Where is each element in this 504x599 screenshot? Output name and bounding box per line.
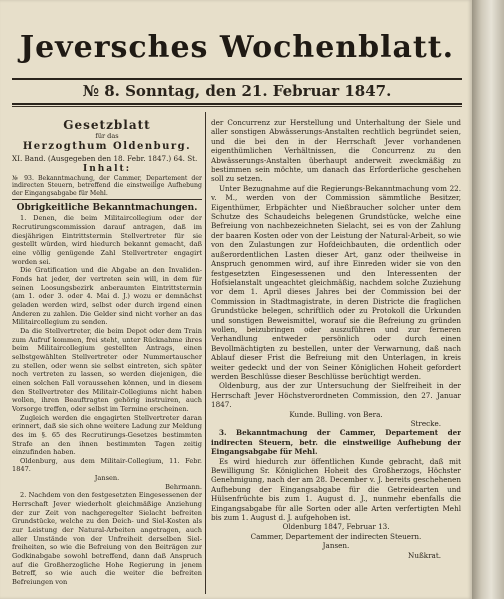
section-heading: Obrigkeitliche Bekanntmachungen. — [16, 203, 198, 214]
masthead-rule — [12, 78, 462, 80]
right-column — [211, 118, 461, 560]
inhalt-heading: Inhalt: — [82, 163, 132, 174]
gazette-fuer: für das — [95, 132, 119, 140]
paragraph: Unter Bezugnahme auf die Regierungs-Bekanntmachung vom 22. v. M., werden von der Commission sämmtliche Besitzer, Eigenthümer, Erbpächter und Nießbraucher solcher unter dem Schutze des Schaudeichs belegenen Grundstücke, welche eine Befreiung von nachbezeichneten Sielacht, sei es von der Zahlung der baaren Kosten oder von der Leistung der Natural-Arbeit, so wie von den Zulastungen zur Hofdeichbauten, die ordentlich oder außerordentlichen Lasten dieser Art, ganz oder theilweise in Anspruch genommen wird, auf ihre Einreden wider sie von den festgesetzten Eingesessenen und den Interessenten der Hofsielanstalt ungeachtet gleichmäßig, nachdem solche Zuziehung vor dem 1. April dieses Jahres bei der Commission bei der Commission in Stadtmagistrate, in deren Districte die fraglichen Grundstücke belegen, schriftlich oder zu Protokoll die Urkunden und sonstigen Beweismittel, worauf sie die Befreiung zu gründen wollen, beizubringen oder auszuführen und zur ferneren Verhandlung entweder persönlich oder durch einen Bevollmächtigten zu bestellen, unter der Verwarnung, daß nach Ablauf dieser Frist die Befreiung mit den Unterlagen, in kreis weiter gedeckt und der von Seiner Königlichen Hoheit gefordert werden Beschlüsse dieser Beschlüsse berüchtigt werden. — [211, 183, 461, 381]
signature: Jansen. — [322, 541, 350, 551]
paragraph: 1. Denen, die beim Militaircollegium oder der Recrutirungscommission darauf antragen, daß im diesjährigen Eintrittstermin Stellvertreter für sie gestellt würden, wird hiedurch bekannt gemacht, daß eine völlig genügende Zahl Stellvertreter engagirt worden sei. — [12, 214, 202, 266]
left-column — [12, 118, 202, 587]
signature: Kunde. Bulling. von Bera. — [289, 409, 383, 419]
section-title: 3. Bekanntmachung der Cammer, Departement der indirecten Steuern, betr. die einstweilige Aufhebung der Eingangsabgabe für Mehl. — [211, 428, 461, 457]
toc-rule — [12, 199, 202, 200]
signature: Strecke. — [410, 419, 441, 428]
gazette-region: Herzogthum Oldenburg. — [22, 141, 192, 152]
signoff: Oldenburg, aus der zur Untersuchung der Sielfreiheit in der Herrschaft Jever Höchstverordneten Commission, den 27. Januar 1847. — [211, 381, 461, 410]
paragraph: 2. Nachdem von den festgesetzten Eingesessenen der Herrschaft Jever wiederholt gleichmäßige Anziehung der zur Zeit von nachgeregelter Sielacht befreiten Grundstücke, welche zu den Deich- und Siel-Kosten als zur Leistung der Natural-Arbeiten angetragen, auch aller Umstände von der Unfreiheit derselben Siel-freiheiten, so wie die Befreiung von den Beiträgen zur Godkinabgabe sowohl betreffend, dann daß Anspruch auf die Großherzogliche Hohe Regierung in jenem Betreff, so wie auch die weiter die befreiten Befreiungen von — [12, 491, 202, 586]
masthead-title: Jeversches Wochenblatt. — [19, 30, 455, 65]
signature: Jansen. — [94, 474, 120, 483]
paragraph: Die Gratification und die Abgabe an den Invaliden-Fonds hat jeder, der vertreten sein will, in dem für seinen Loosungsbezirk anberaumten Eintrittstermin (am 1. oder 3. oder 4. Mai d. J.) wozu er demnächst geladen werden wird, selbst oder durch irgend einen Anderen zu zahlen. Die Gelder sind nicht vorher an das Militaircollegium zu senden. — [12, 266, 202, 327]
paragraph: Zugleich werden die engagirten Stellvertreter daran erinnert, daß sie sich ohne weitere Ladung zur Meldung des im §. 65 des Recrutirungs-Gesetzes bestimmten Strafe an den ihnen bestimmten Tagen zeitig einzufinden haben. — [12, 413, 202, 457]
dateline-rule-top — [12, 103, 462, 105]
signoff: Oldenburg, aus dem Militair-Collegium, 11. Febr. 1847. — [12, 456, 202, 474]
band-line: XI. Band. (Ausgegeben den 18. Febr. 1847.) 64. St. — [12, 154, 198, 163]
paragraph: der Concurrenz zur Herstellung und Unterhaltung der Siele und aller sonstigen Abwässerungs-Anstalten rechtlich begründet seien, und die bei den in der Herrschaft Jever vorhandenen eigenthümlichen Verhältnissen, die Concurrenz zu den Abwässerungs-Anstalten überhaupt anderweit zweckmäßig zu bestimmen sein möchte, um danach das Erforderliche geschehen soll zu setzen. — [211, 118, 461, 184]
signature: Nußkrat. — [408, 550, 441, 560]
column-divider — [205, 112, 206, 594]
dateline-rule-bottom — [12, 106, 462, 107]
department: Cammer, Departement der indirecten Steuern. — [250, 531, 422, 541]
book-edge — [472, 0, 504, 599]
gazette-title: Gesetzblatt — [63, 118, 151, 132]
paragraph: Es wird hiedurch zur öffentlichen Kunde gebracht, daß mit Bewilligung Sr. Königlichen Hoheit des Großherzogs, Höchster Genehmigung, nach der am 28. December v. J. bereits geschehenen Aufhebung der Eingangsabgabe für die Getreidearten und Hülsenfrüchte bis zum 1. August d. J., nunmehr ebenfalls die Eingangsabgabe für alle Sorten oder alle Arten verfertigten Mehl bis zum 1. August d. J. aufgehoben ist. — [211, 456, 461, 523]
issue-dateline: № 8. Sonntag, den 21. Februar 1847. — [82, 82, 392, 100]
table-of-contents: № 93. Bekanntmachung, der Cammer, Departement der indirecten Steuern, betreffend die einstweilige Aufhebung der Eingangsabgabe für Mehl. — [12, 174, 202, 197]
dateline-signoff: Oldenburg 1847, Februar 13. — [282, 522, 390, 532]
paragraph: Da die Stellvertreter, die beim Depot oder dem Train zum Aufruf kommen, frei steht, unter Rücknahme ihres beim Militaircollegium gestellten Antrags, einen selbstgewählten Stellvertreter oder Nummertauscher zu stellen, oder wenn sie selbst eintreten, sich später noch vertreten zu lassen, so werden diejenigen, die einen solchen Fall voraussehen können, und in diesem den Stellvertreter des Militair-Collegiums nicht haben wollen, ihren Beauftragten gehörig instruiren, auch Vorsorge treffen, oder selbst im Termine erscheinen. — [12, 326, 202, 413]
signature: Behrmann. — [165, 482, 202, 491]
